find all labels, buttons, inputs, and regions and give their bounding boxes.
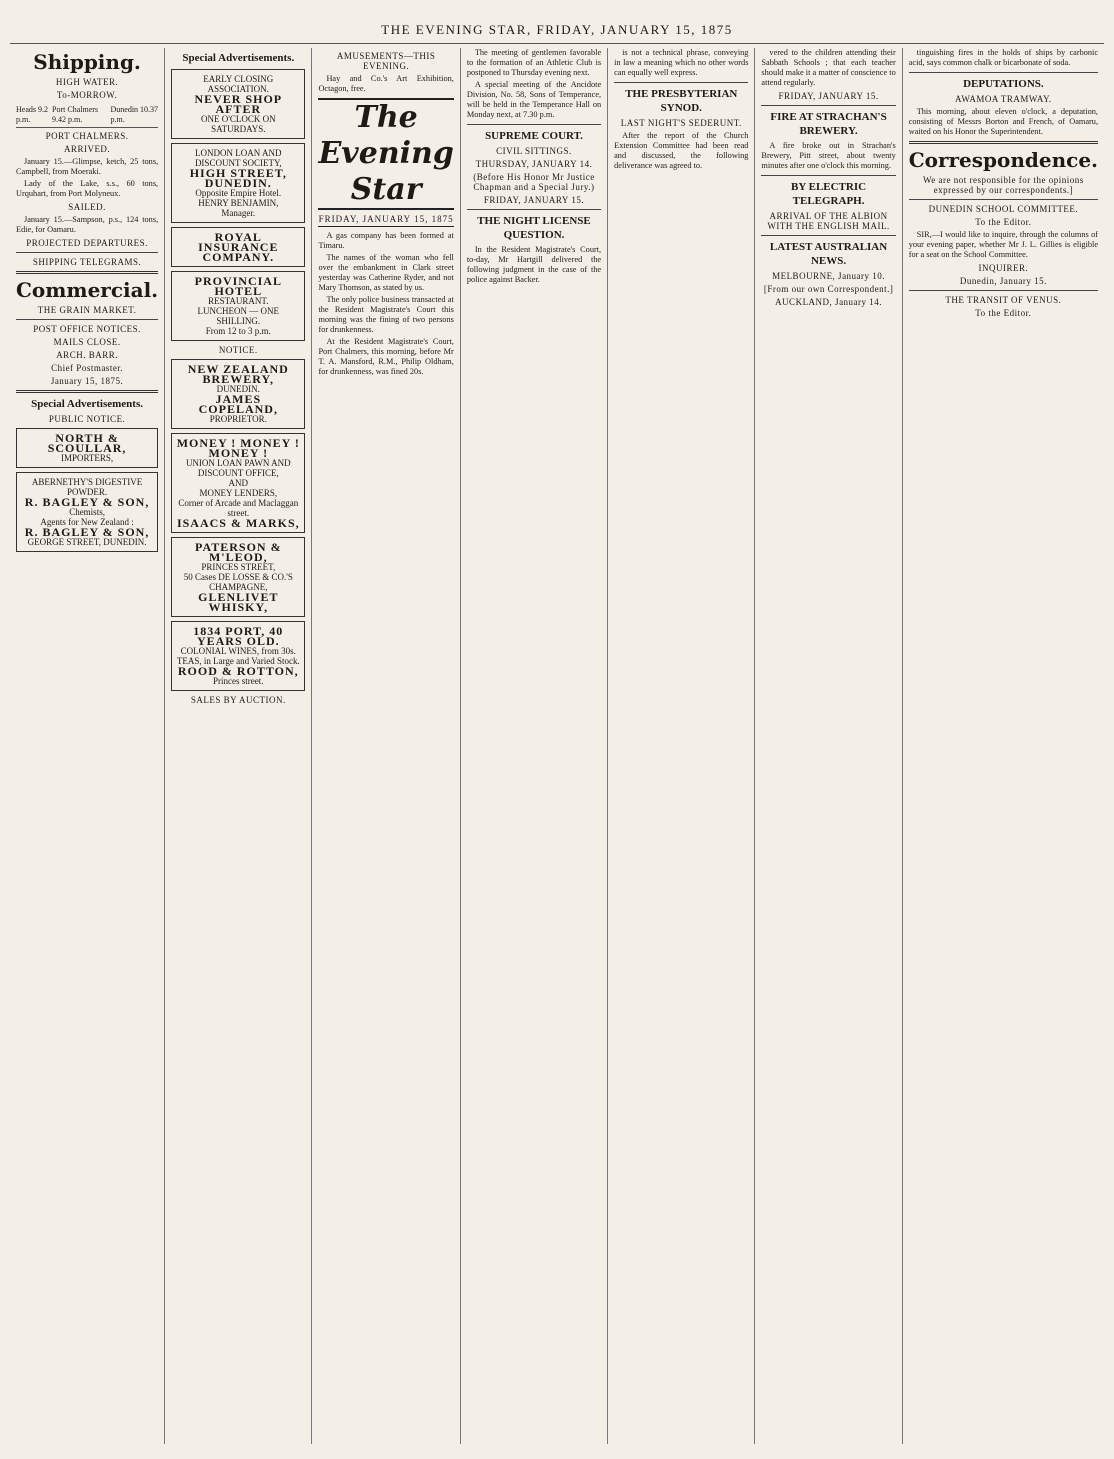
last-nights-heading: LAST NIGHT'S SEDERUNT. xyxy=(620,118,742,128)
telegraph-heading: BY ELECTRIC TELEGRAPH. xyxy=(791,181,867,207)
column-2 xyxy=(165,48,312,1444)
princes-street: PRINCES STREET, xyxy=(201,562,276,572)
port-chalmers-heading: PORT CHALMERS. xyxy=(45,131,129,141)
auckland-dateline: AUCKLAND, January 14. xyxy=(775,297,883,307)
abernethy-ad xyxy=(16,472,158,552)
melbourne-dateline: MELBOURNE, January 10. xyxy=(772,271,886,281)
teas-label: TEAS, in Large and Varied Stock. xyxy=(176,656,300,666)
divider xyxy=(909,141,1098,144)
article-4: At the Resident Magistrate's Court, Port Chalmers, this morning, before Mr T. A. Mansford, R.M., Philip Oldham, for drunkenness, was fined 20s. xyxy=(318,337,454,376)
divider xyxy=(761,175,895,176)
divider xyxy=(467,209,601,210)
special-ads-heading-2: Special Advertisements. xyxy=(182,52,295,64)
article-10: vered to the children attending their Sabbath Schools ; that each teacher should make it a matter of conscience to attend regularly. xyxy=(761,48,896,87)
article-2: The names of the woman who fell over the embankment in Clark street yesterday was Catherine Ryder, and not Mary Thomson, as stated by us. xyxy=(318,253,454,292)
tide-port-chalmers: Port Chalmers 9.42 p.m. xyxy=(52,105,99,124)
money-title: MONEY ! MONEY ! MONEY ! xyxy=(176,436,300,460)
article-1: A gas company has been formed at Timaru. xyxy=(318,231,454,250)
column-4 xyxy=(461,48,608,1444)
to-editor-label: To the Editor. xyxy=(975,217,1032,227)
dunedin-label: DUNEDIN. xyxy=(216,384,260,394)
night-license-heading: THE NIGHT LICENSE QUESTION. xyxy=(477,215,591,241)
latest-australian-heading: LATEST AUSTRALIAN NEWS. xyxy=(769,241,888,267)
money-lenders: MONEY LENDERS, xyxy=(199,488,278,498)
awamoa-heading: AWAMOA TRAMWAY. xyxy=(955,94,1052,104)
grain-market-heading: THE GRAIN MARKET. xyxy=(37,305,137,315)
article-5: The meeting of gentlemen favorable to the formation of an Athletic Club is postponed to Thursday evening next. xyxy=(466,48,602,77)
princes-street-2: Princes street. xyxy=(213,676,264,686)
sailed-1: January 15.—Sampson, p.s., 124 tons, Edie, for Oamaru. xyxy=(16,215,159,234)
arrived-heading: ARRIVED. xyxy=(63,144,111,154)
header-title: THE EVENING STAR, FRIDAY, JANUARY 15, 1875 xyxy=(381,22,733,37)
article-14: SIR,—I would like to inquire, through the columns of your evening paper, whether Mr J. L. Gillies is eligible for a seat on the School Committee. xyxy=(908,230,1099,259)
london-loan-title: LONDON LOAN AND DISCOUNT SOCIETY, xyxy=(194,148,282,168)
divider xyxy=(761,235,895,236)
issue-date: FRIDAY, JANUARY 15, 1875 xyxy=(318,214,453,227)
divider xyxy=(16,319,158,320)
port-ad xyxy=(171,621,305,691)
sailed-heading: SAILED. xyxy=(68,202,106,212)
proprietor-label: PROPRIETOR. xyxy=(209,414,267,424)
nz-brewery-title: NEW ZEALAND BREWERY, xyxy=(187,362,289,386)
union-loan-ad xyxy=(171,433,305,533)
supreme-court-heading: SUPREME COURT. xyxy=(485,130,583,142)
tide-dunedin: Dunedin 10.37 p.m. xyxy=(110,105,159,124)
divider xyxy=(614,82,748,83)
high-street: HIGH STREET, DUNEDIN. xyxy=(189,166,287,190)
page-header xyxy=(10,22,1104,44)
chief-postmaster: Chief Postmaster. xyxy=(51,363,124,373)
public-notice-heading: PUBLIC NOTICE. xyxy=(48,414,126,424)
divider xyxy=(909,72,1098,73)
tide-heads: Heads 9.2 p.m. xyxy=(16,105,48,124)
not-responsible-label: We are not responsible for the opinions expressed by our correspondents.] xyxy=(922,175,1084,195)
transit-heading: THE TRANSIT OF VENUS. xyxy=(945,295,1062,305)
civil-before: (Before His Honor Mr Justice Chapman and a Special Jury.) xyxy=(473,172,595,192)
amusements-heading: AMUSEMENTS—THIS EVENING. xyxy=(336,51,436,71)
nz-brewery-ad xyxy=(171,359,305,429)
divider xyxy=(467,124,601,125)
paterson-ad xyxy=(171,537,305,617)
article-13: This morning, about eleven o'clock, a deputation, consisting of Messrs Borton and French, of Oamaru, waited on his Honor the Superintendent. xyxy=(908,107,1099,136)
luncheon-time: From 12 to 3 p.m. xyxy=(205,326,271,336)
article-9: After the report of the Church Extension Committee had been read and discussed, the following deliverance was agreed to. xyxy=(614,131,749,170)
chemists-label: Chemists, xyxy=(69,507,105,517)
george-street: GEORGE STREET, DUNEDIN. xyxy=(27,537,147,547)
article-6: A special meeting of the Ancidote Division, No. 58, Sons of Temperance, will be held in the Temperance Hall on Monday next, at 7.30 p.m. xyxy=(466,80,602,119)
shipping-heading: Shipping. xyxy=(33,50,141,74)
henry-benjamin: HENRY BENJAMIN, xyxy=(198,198,279,208)
article-7: In the Resident Magistrate's Court, to-day, Mr Hartgill delivered the following judgment in the case of the police against Backer. xyxy=(466,245,602,284)
rood-rotton: ROOD & ROTTON, xyxy=(177,664,299,678)
column-6 xyxy=(755,48,902,1444)
school-committee-heading: DUNEDIN SCHOOL COMMITTEE. xyxy=(928,204,1079,214)
arrival-1: January 15.—Glimpse, ketch, 25 tons, Campbell, from Moeraki. xyxy=(16,157,159,176)
fire-heading: FIRE AT STRACHAN'S BREWERY. xyxy=(770,111,887,137)
restaurant-label: RESTAURANT. xyxy=(208,296,269,306)
luncheon-label: LUNCHEON — ONE SHILLING. xyxy=(197,306,280,326)
letter-date: Dunedin, January 15. xyxy=(959,276,1047,286)
manager-label: Manager. xyxy=(221,208,256,218)
post-office-heading: POST OFFICE NOTICES. xyxy=(33,324,141,334)
to-editor-label-2: To the Editor. xyxy=(975,308,1032,318)
high-water-heading: HIGH WATER. xyxy=(55,77,119,87)
newspaper-nameplate: The Evening Star xyxy=(318,98,453,210)
opposite-label: Opposite Empire Hotel. xyxy=(195,188,282,198)
friday-heading: FRIDAY, JANUARY 15. xyxy=(483,195,585,205)
glenlivet-label: GLENLIVET WHISKY, xyxy=(198,590,279,614)
divider xyxy=(909,290,1098,291)
divider xyxy=(761,105,895,106)
never-shop: NEVER SHOP AFTER xyxy=(194,92,283,116)
north-scoullar-name: NORTH & SCOULLAR, xyxy=(47,431,127,455)
shipping-telegrams-heading: SHIPPING TELEGRAMS. xyxy=(32,257,142,267)
civil-date: THURSDAY, JANUARY 14. xyxy=(475,159,593,169)
article-11: A fire broke out in Strachan's Brewery, Pitt street, about twenty minutes after one o'clock this morning. xyxy=(761,141,896,170)
arch-barr: ARCH. BARR. xyxy=(56,350,118,360)
column-1 xyxy=(10,48,165,1444)
early-closing-title: EARLY CLOSING ASSOCIATION. xyxy=(203,74,274,94)
james-copeland: JAMES COPELAND, xyxy=(198,392,278,416)
provincial-hotel-ad xyxy=(171,271,305,341)
and-label: AND xyxy=(228,478,249,488)
friday-heading-2: FRIDAY, JANUARY 15. xyxy=(778,91,879,101)
arrival-2: Lady of the Lake, s.s., 60 tons, Urquhart, from Port Molyneux. xyxy=(16,179,159,198)
article-12: tinguishing fires in the holds of ships by carbonic acid, says common chalk or bicarbonate of soda. xyxy=(908,48,1099,67)
london-loan-ad xyxy=(171,143,305,223)
divider xyxy=(16,390,158,393)
one-oclock: ONE O'CLOCK ON SATURDAYS. xyxy=(200,114,276,134)
article-3: The only police business transacted at the Resident Magistrate's Court this morning was the fining of two persons for drunkenness. xyxy=(318,295,454,334)
column-7 xyxy=(903,48,1104,1444)
provincial-title: PROVINCIAL HOTEL xyxy=(194,274,282,298)
paterson-title: PATERSON & M'LEOD, xyxy=(195,540,282,564)
royal-insurance-ad xyxy=(171,227,305,267)
mails-close-heading: MAILS CLOSE. xyxy=(53,337,121,347)
amusement-1: Hay and Co.'s Art Exhibition, Octagon, free. xyxy=(318,74,454,93)
importers-label: IMPORTERS, xyxy=(60,453,114,463)
divider xyxy=(909,199,1098,200)
correspondence-heading: Correspondence. xyxy=(908,148,1099,172)
columns xyxy=(10,44,1104,1444)
tomorrow-label: To-MORROW. xyxy=(56,90,118,100)
article-8: is not a technical phrase, conveying in law a meaning which no other words can equally well express. xyxy=(614,48,749,77)
early-closing-ad xyxy=(171,69,305,139)
isaacs-marks: ISAACS & MARKS, xyxy=(176,516,300,530)
civil-sittings-heading: CIVIL SITTINGS. xyxy=(496,146,572,156)
tide-table xyxy=(16,103,158,128)
divider xyxy=(16,252,158,253)
sales-heading: SALES BY AUCTION. xyxy=(190,695,286,705)
deputations-heading: DEPUTATIONS. xyxy=(963,78,1044,90)
port-label: 1834 PORT, 40 YEARS OLD. xyxy=(193,624,284,648)
champagne-label: 50 Cases DE LOSSE & CO.'S CHAMPAGNE, xyxy=(183,572,293,592)
corner-label: Corner of Arcade and Maclaggan street. xyxy=(178,498,299,518)
royal-title: ROYAL INSURANCE COMPANY. xyxy=(198,230,279,264)
inquirer-signature: INQUIRER. xyxy=(978,263,1029,273)
abernethy-title: ABERNETHY'S DIGESTIVE POWDER. xyxy=(31,477,143,497)
north-scoullar-ad xyxy=(16,428,158,468)
agents-label: Agents for New Zealand : xyxy=(40,517,134,527)
projected-heading: PROJECTED DEPARTURES. xyxy=(26,238,148,248)
post-date: January 15, 1875. xyxy=(50,376,124,386)
arrival-heading: ARRIVAL OF THE ALBION WITH THE ENGLISH MAIL. xyxy=(767,211,890,231)
bagley-name-2: R. BAGLEY & SON, xyxy=(24,525,150,539)
commercial-heading: Commercial. xyxy=(16,278,159,302)
presbyterian-heading: THE PRESBYTERIAN SYNOD. xyxy=(625,88,738,114)
column-3 xyxy=(312,48,460,1444)
column-5 xyxy=(608,48,755,1444)
union-loan-title: UNION LOAN PAWN AND DISCOUNT OFFICE, xyxy=(185,458,291,478)
notice-heading: NOTICE. xyxy=(218,345,258,355)
bagley-name: R. BAGLEY & SON, xyxy=(24,495,150,509)
own-correspondent-label: [From our own Correspondent.] xyxy=(763,284,894,294)
colonial-wines: COLONIAL WINES, from 30s. xyxy=(180,646,296,656)
special-ads-heading: Special Advertisements. xyxy=(31,398,143,410)
divider xyxy=(16,271,158,274)
